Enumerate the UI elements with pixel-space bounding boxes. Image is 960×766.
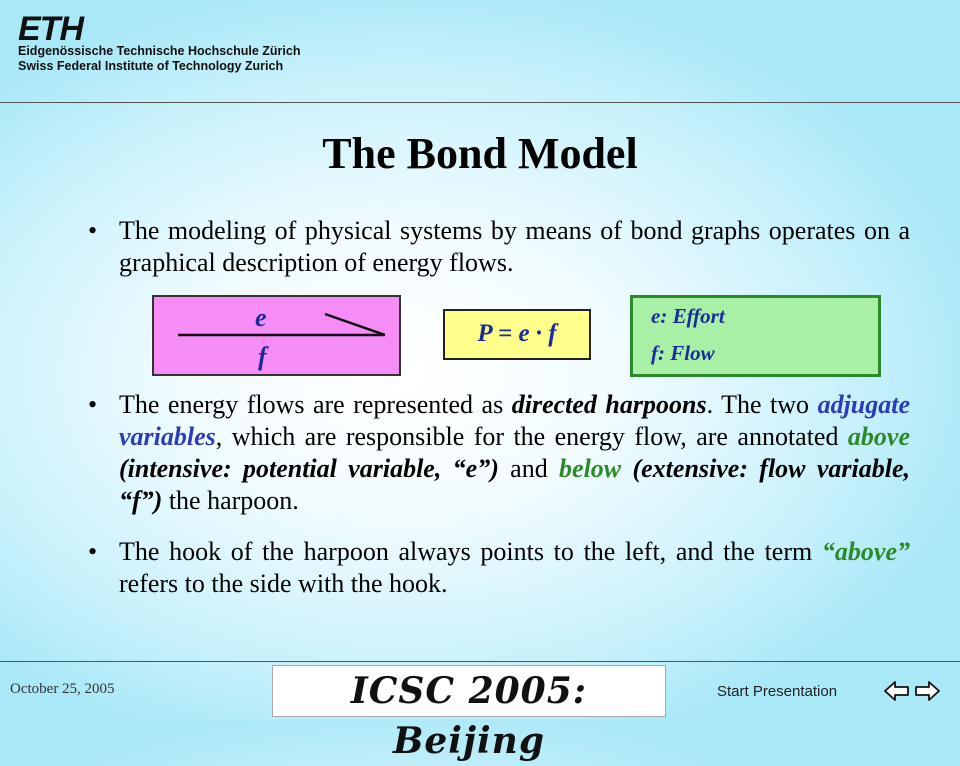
bullet-2 [88,389,910,517]
effort-symbol: e [255,303,267,332]
text-run: and [498,454,560,483]
bullet-2-text [119,389,910,517]
text-run: . The two [706,390,818,419]
arrow-right-icon[interactable] [912,676,942,706]
text-run: The energy flows are represented as [119,390,512,419]
bullet-1 [88,215,910,279]
legend-flow: f: Flow [651,341,715,365]
emphasis-directed-harpoons: directed harpoons [511,390,707,419]
emphasis-adjugate-variables: adjugate variables [119,390,911,451]
harpoon-icon [154,297,399,374]
bullet-1-text: The modeling of physical systems by means of bond graphs operates on a graphical description of energy flows. [119,216,910,277]
eth-logo [18,10,301,74]
emphasis-above: above [847,422,910,451]
eth-logo-mark: ETH [18,10,83,48]
emphasis-above-quoted: “above” [821,537,910,566]
emphasis-below: below [559,454,622,483]
harpoon-hook [325,314,385,335]
text-run: , which are responsible for the energy flow, are annotated [215,422,848,451]
text-run: The hook of the harpoon always points to the left, and the term [119,537,822,566]
bullet-dot: • [88,216,98,245]
slide-title: The Bond Model [322,129,638,178]
header-divider [0,102,960,103]
institution-name-en: Swiss Federal Institute of Technology Zurich [18,59,284,73]
conference-banner: ICSC 2005: Beijing [272,665,666,717]
power-formula: P = e · f [443,309,591,360]
bullet-dot: • [88,537,98,566]
arrow-left-icon[interactable] [882,676,912,706]
arrow-right-icon-graphic [912,676,942,706]
bond-harpoon-diagram [152,295,401,376]
bullet-dot: • [88,390,98,419]
flow-symbol: f [258,342,267,371]
institution-name-de: Eidgenössische Technische Hochschule Zürich [18,44,301,58]
arrow-left-icon-graphic [882,676,912,706]
text-run: refers to the side with the hook. [119,569,448,598]
emphasis-intensive: (intensive: potential variable, “e”) [119,454,499,483]
bullet-3 [88,536,910,600]
variable-legend [630,295,881,377]
start-presentation-link[interactable]: Start Presentation [717,683,838,700]
text-run: the harpoon. [162,486,299,515]
footer-divider [0,661,960,662]
legend-effort: e: Effort [651,304,725,328]
bullet-3-text [119,536,910,600]
emphasis-extensive: (extensive: flow variable, “f”) [119,454,910,515]
footer-date: October 25, 2005 [10,681,115,697]
